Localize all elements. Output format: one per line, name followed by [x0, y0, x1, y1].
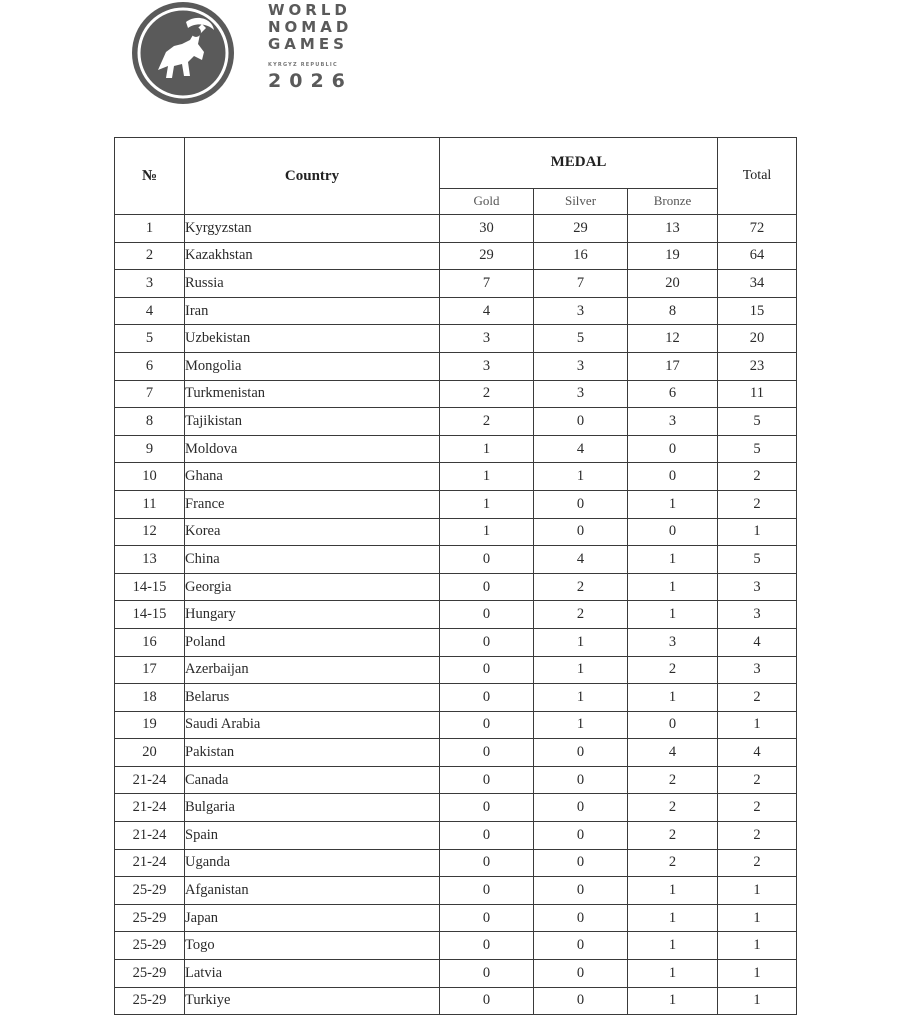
logo-line-2: NOMAD	[268, 18, 353, 36]
rank-cell: 5	[115, 325, 185, 353]
total-count: 3	[718, 656, 797, 684]
gold-count: 0	[440, 987, 534, 1015]
total-count: 15	[718, 297, 797, 325]
logo-wordmark	[268, 2, 353, 92]
gold-count: 1	[440, 435, 534, 463]
country-cell: Spain	[185, 822, 440, 850]
rank-cell: 10	[115, 463, 185, 491]
silver-count: 0	[534, 849, 628, 877]
rank-cell: 3	[115, 270, 185, 298]
total-count: 5	[718, 408, 797, 436]
silver-count: 0	[534, 987, 628, 1015]
country-cell: Mongolia	[185, 352, 440, 380]
silver-count: 5	[534, 325, 628, 353]
rank-cell: 18	[115, 684, 185, 712]
silver-count: 0	[534, 739, 628, 767]
gold-count: 0	[440, 711, 534, 739]
table-row	[115, 877, 797, 905]
table-row	[115, 463, 797, 491]
table-row	[115, 215, 797, 243]
silver-count: 1	[534, 463, 628, 491]
rank-cell: 20	[115, 739, 185, 767]
total-count: 72	[718, 215, 797, 243]
table-row	[115, 573, 797, 601]
total-count: 1	[718, 877, 797, 905]
rank-cell: 25-29	[115, 932, 185, 960]
country-cell: Azerbaijan	[185, 656, 440, 684]
bronze-count: 8	[628, 297, 718, 325]
gold-count: 1	[440, 490, 534, 518]
bronze-count: 3	[628, 408, 718, 436]
total-count: 2	[718, 794, 797, 822]
logo-line-3: GAMES	[268, 35, 348, 53]
silver-count: 1	[534, 684, 628, 712]
bronze-count: 1	[628, 573, 718, 601]
total-count: 1	[718, 932, 797, 960]
bronze-count: 3	[628, 628, 718, 656]
silver-count: 1	[534, 656, 628, 684]
silver-count: 0	[534, 794, 628, 822]
table-row	[115, 601, 797, 629]
total-count: 1	[718, 711, 797, 739]
silver-count: 0	[534, 518, 628, 546]
silver-count: 0	[534, 904, 628, 932]
world-nomad-games-logo	[130, 0, 370, 110]
silver-count: 1	[534, 628, 628, 656]
total-count: 5	[718, 435, 797, 463]
gold-count: 2	[440, 380, 534, 408]
total-count: 2	[718, 490, 797, 518]
silver-count: 2	[534, 601, 628, 629]
bronze-count: 19	[628, 242, 718, 270]
rank-cell: 14-15	[115, 601, 185, 629]
rank-cell: 17	[115, 656, 185, 684]
rank-cell: 11	[115, 490, 185, 518]
bronze-count: 6	[628, 380, 718, 408]
total-count: 1	[718, 904, 797, 932]
total-count: 11	[718, 380, 797, 408]
silver-count: 29	[534, 215, 628, 243]
rank-cell: 19	[115, 711, 185, 739]
rank-cell: 16	[115, 628, 185, 656]
table-row	[115, 822, 797, 850]
bronze-count: 0	[628, 518, 718, 546]
gold-count: 0	[440, 932, 534, 960]
gold-count: 0	[440, 822, 534, 850]
silver-count: 0	[534, 960, 628, 988]
total-count: 20	[718, 325, 797, 353]
country-cell: Pakistan	[185, 739, 440, 767]
silver-count: 16	[534, 242, 628, 270]
table-row	[115, 987, 797, 1015]
bronze-count: 1	[628, 601, 718, 629]
header-country: Country	[185, 138, 440, 215]
silver-count: 3	[534, 380, 628, 408]
silver-count: 4	[534, 435, 628, 463]
rank-cell: 1	[115, 215, 185, 243]
gold-count: 0	[440, 794, 534, 822]
rank-cell: 9	[115, 435, 185, 463]
total-count: 2	[718, 822, 797, 850]
gold-count: 0	[440, 849, 534, 877]
table-row	[115, 270, 797, 298]
gold-count: 1	[440, 518, 534, 546]
rank-cell: 12	[115, 518, 185, 546]
logo-year: 2026	[268, 70, 353, 92]
bronze-count: 1	[628, 904, 718, 932]
table-row	[115, 960, 797, 988]
total-count: 5	[718, 546, 797, 574]
table-row	[115, 518, 797, 546]
silver-count: 3	[534, 352, 628, 380]
rank-cell: 25-29	[115, 987, 185, 1015]
gold-count: 0	[440, 960, 534, 988]
country-cell: Kazakhstan	[185, 242, 440, 270]
table-row	[115, 490, 797, 518]
table-row	[115, 408, 797, 436]
table-row	[115, 766, 797, 794]
gold-count: 4	[440, 297, 534, 325]
table-row	[115, 546, 797, 574]
country-cell: Tajikistan	[185, 408, 440, 436]
country-cell: Turkmenistan	[185, 380, 440, 408]
nomad-emblem-icon	[130, 0, 236, 106]
rank-cell: 21-24	[115, 794, 185, 822]
country-cell: Bulgaria	[185, 794, 440, 822]
gold-count: 3	[440, 352, 534, 380]
medal-table-body	[115, 215, 797, 1015]
medal-table-header	[115, 138, 797, 215]
total-count: 4	[718, 739, 797, 767]
total-count: 1	[718, 960, 797, 988]
total-count: 1	[718, 987, 797, 1015]
country-cell: Hungary	[185, 601, 440, 629]
country-cell: Moldova	[185, 435, 440, 463]
header-total: Total	[718, 138, 797, 215]
gold-count: 1	[440, 463, 534, 491]
country-cell: China	[185, 546, 440, 574]
bronze-count: 13	[628, 215, 718, 243]
silver-count: 0	[534, 932, 628, 960]
table-row	[115, 656, 797, 684]
country-cell: Korea	[185, 518, 440, 546]
gold-count: 29	[440, 242, 534, 270]
country-cell: Togo	[185, 932, 440, 960]
country-cell: Canada	[185, 766, 440, 794]
bronze-count: 2	[628, 656, 718, 684]
country-cell: Japan	[185, 904, 440, 932]
bronze-count: 0	[628, 463, 718, 491]
silver-count: 0	[534, 490, 628, 518]
bronze-count: 1	[628, 932, 718, 960]
total-count: 3	[718, 573, 797, 601]
silver-count: 0	[534, 408, 628, 436]
country-cell: Poland	[185, 628, 440, 656]
total-count: 2	[718, 463, 797, 491]
country-cell: Latvia	[185, 960, 440, 988]
country-cell: Iran	[185, 297, 440, 325]
rank-cell: 8	[115, 408, 185, 436]
silver-count: 1	[534, 711, 628, 739]
bronze-count: 17	[628, 352, 718, 380]
total-count: 2	[718, 684, 797, 712]
gold-count: 0	[440, 684, 534, 712]
table-row	[115, 684, 797, 712]
silver-count: 7	[534, 270, 628, 298]
bronze-count: 1	[628, 987, 718, 1015]
total-count: 23	[718, 352, 797, 380]
bronze-count: 12	[628, 325, 718, 353]
country-cell: Kyrgyzstan	[185, 215, 440, 243]
gold-count: 0	[440, 877, 534, 905]
country-cell: Belarus	[185, 684, 440, 712]
table-row	[115, 794, 797, 822]
header-medal: MEDAL	[440, 138, 718, 189]
logo-line-1: WORLD	[268, 1, 351, 19]
gold-count: 30	[440, 215, 534, 243]
bronze-count: 2	[628, 849, 718, 877]
rank-cell: 21-24	[115, 849, 185, 877]
bronze-count: 2	[628, 794, 718, 822]
rank-cell: 7	[115, 380, 185, 408]
bronze-count: 4	[628, 739, 718, 767]
gold-count: 0	[440, 739, 534, 767]
table-row	[115, 628, 797, 656]
total-count: 2	[718, 766, 797, 794]
rank-cell: 14-15	[115, 573, 185, 601]
country-cell: Afganistan	[185, 877, 440, 905]
silver-count: 2	[534, 573, 628, 601]
table-row	[115, 380, 797, 408]
country-cell: Russia	[185, 270, 440, 298]
bronze-count: 1	[628, 546, 718, 574]
gold-count: 7	[440, 270, 534, 298]
table-row	[115, 352, 797, 380]
logo-subtitle: KYRGYZ REPUBLIC	[268, 62, 338, 68]
bronze-count: 0	[628, 711, 718, 739]
rank-cell: 25-29	[115, 904, 185, 932]
header-bronze: Bronze	[628, 188, 718, 214]
silver-count: 0	[534, 822, 628, 850]
country-cell: Turkiye	[185, 987, 440, 1015]
total-count: 1	[718, 518, 797, 546]
gold-count: 0	[440, 628, 534, 656]
bronze-count: 2	[628, 766, 718, 794]
gold-count: 0	[440, 766, 534, 794]
bronze-count: 0	[628, 435, 718, 463]
total-count: 64	[718, 242, 797, 270]
bronze-count: 2	[628, 822, 718, 850]
gold-count: 2	[440, 408, 534, 436]
header-silver: Silver	[534, 188, 628, 214]
rank-cell: 25-29	[115, 877, 185, 905]
silver-count: 0	[534, 766, 628, 794]
rank-cell: 25-29	[115, 960, 185, 988]
country-cell: France	[185, 490, 440, 518]
table-row	[115, 325, 797, 353]
country-cell: Saudi Arabia	[185, 711, 440, 739]
rank-cell: 21-24	[115, 766, 185, 794]
table-row	[115, 435, 797, 463]
country-cell: Uganda	[185, 849, 440, 877]
gold-count: 0	[440, 546, 534, 574]
total-count: 34	[718, 270, 797, 298]
total-count: 4	[718, 628, 797, 656]
table-row	[115, 739, 797, 767]
country-cell: Ghana	[185, 463, 440, 491]
gold-count: 0	[440, 656, 534, 684]
bronze-count: 1	[628, 490, 718, 518]
table-row	[115, 904, 797, 932]
rank-cell: 13	[115, 546, 185, 574]
gold-count: 0	[440, 573, 534, 601]
country-cell: Uzbekistan	[185, 325, 440, 353]
bronze-count: 1	[628, 877, 718, 905]
gold-count: 0	[440, 601, 534, 629]
rank-cell: 2	[115, 242, 185, 270]
table-row	[115, 932, 797, 960]
header-gold: Gold	[440, 188, 534, 214]
rank-cell: 21-24	[115, 822, 185, 850]
gold-count: 3	[440, 325, 534, 353]
bronze-count: 1	[628, 960, 718, 988]
total-count: 2	[718, 849, 797, 877]
rank-cell: 4	[115, 297, 185, 325]
table-row	[115, 242, 797, 270]
silver-count: 4	[534, 546, 628, 574]
gold-count: 0	[440, 904, 534, 932]
table-row	[115, 711, 797, 739]
bronze-count: 20	[628, 270, 718, 298]
total-count: 3	[718, 601, 797, 629]
silver-count: 0	[534, 877, 628, 905]
table-row	[115, 297, 797, 325]
table-row	[115, 849, 797, 877]
silver-count: 3	[534, 297, 628, 325]
country-cell: Georgia	[185, 573, 440, 601]
bronze-count: 1	[628, 684, 718, 712]
rank-cell: 6	[115, 352, 185, 380]
header-number: №	[115, 138, 185, 215]
medal-table	[114, 137, 797, 1015]
